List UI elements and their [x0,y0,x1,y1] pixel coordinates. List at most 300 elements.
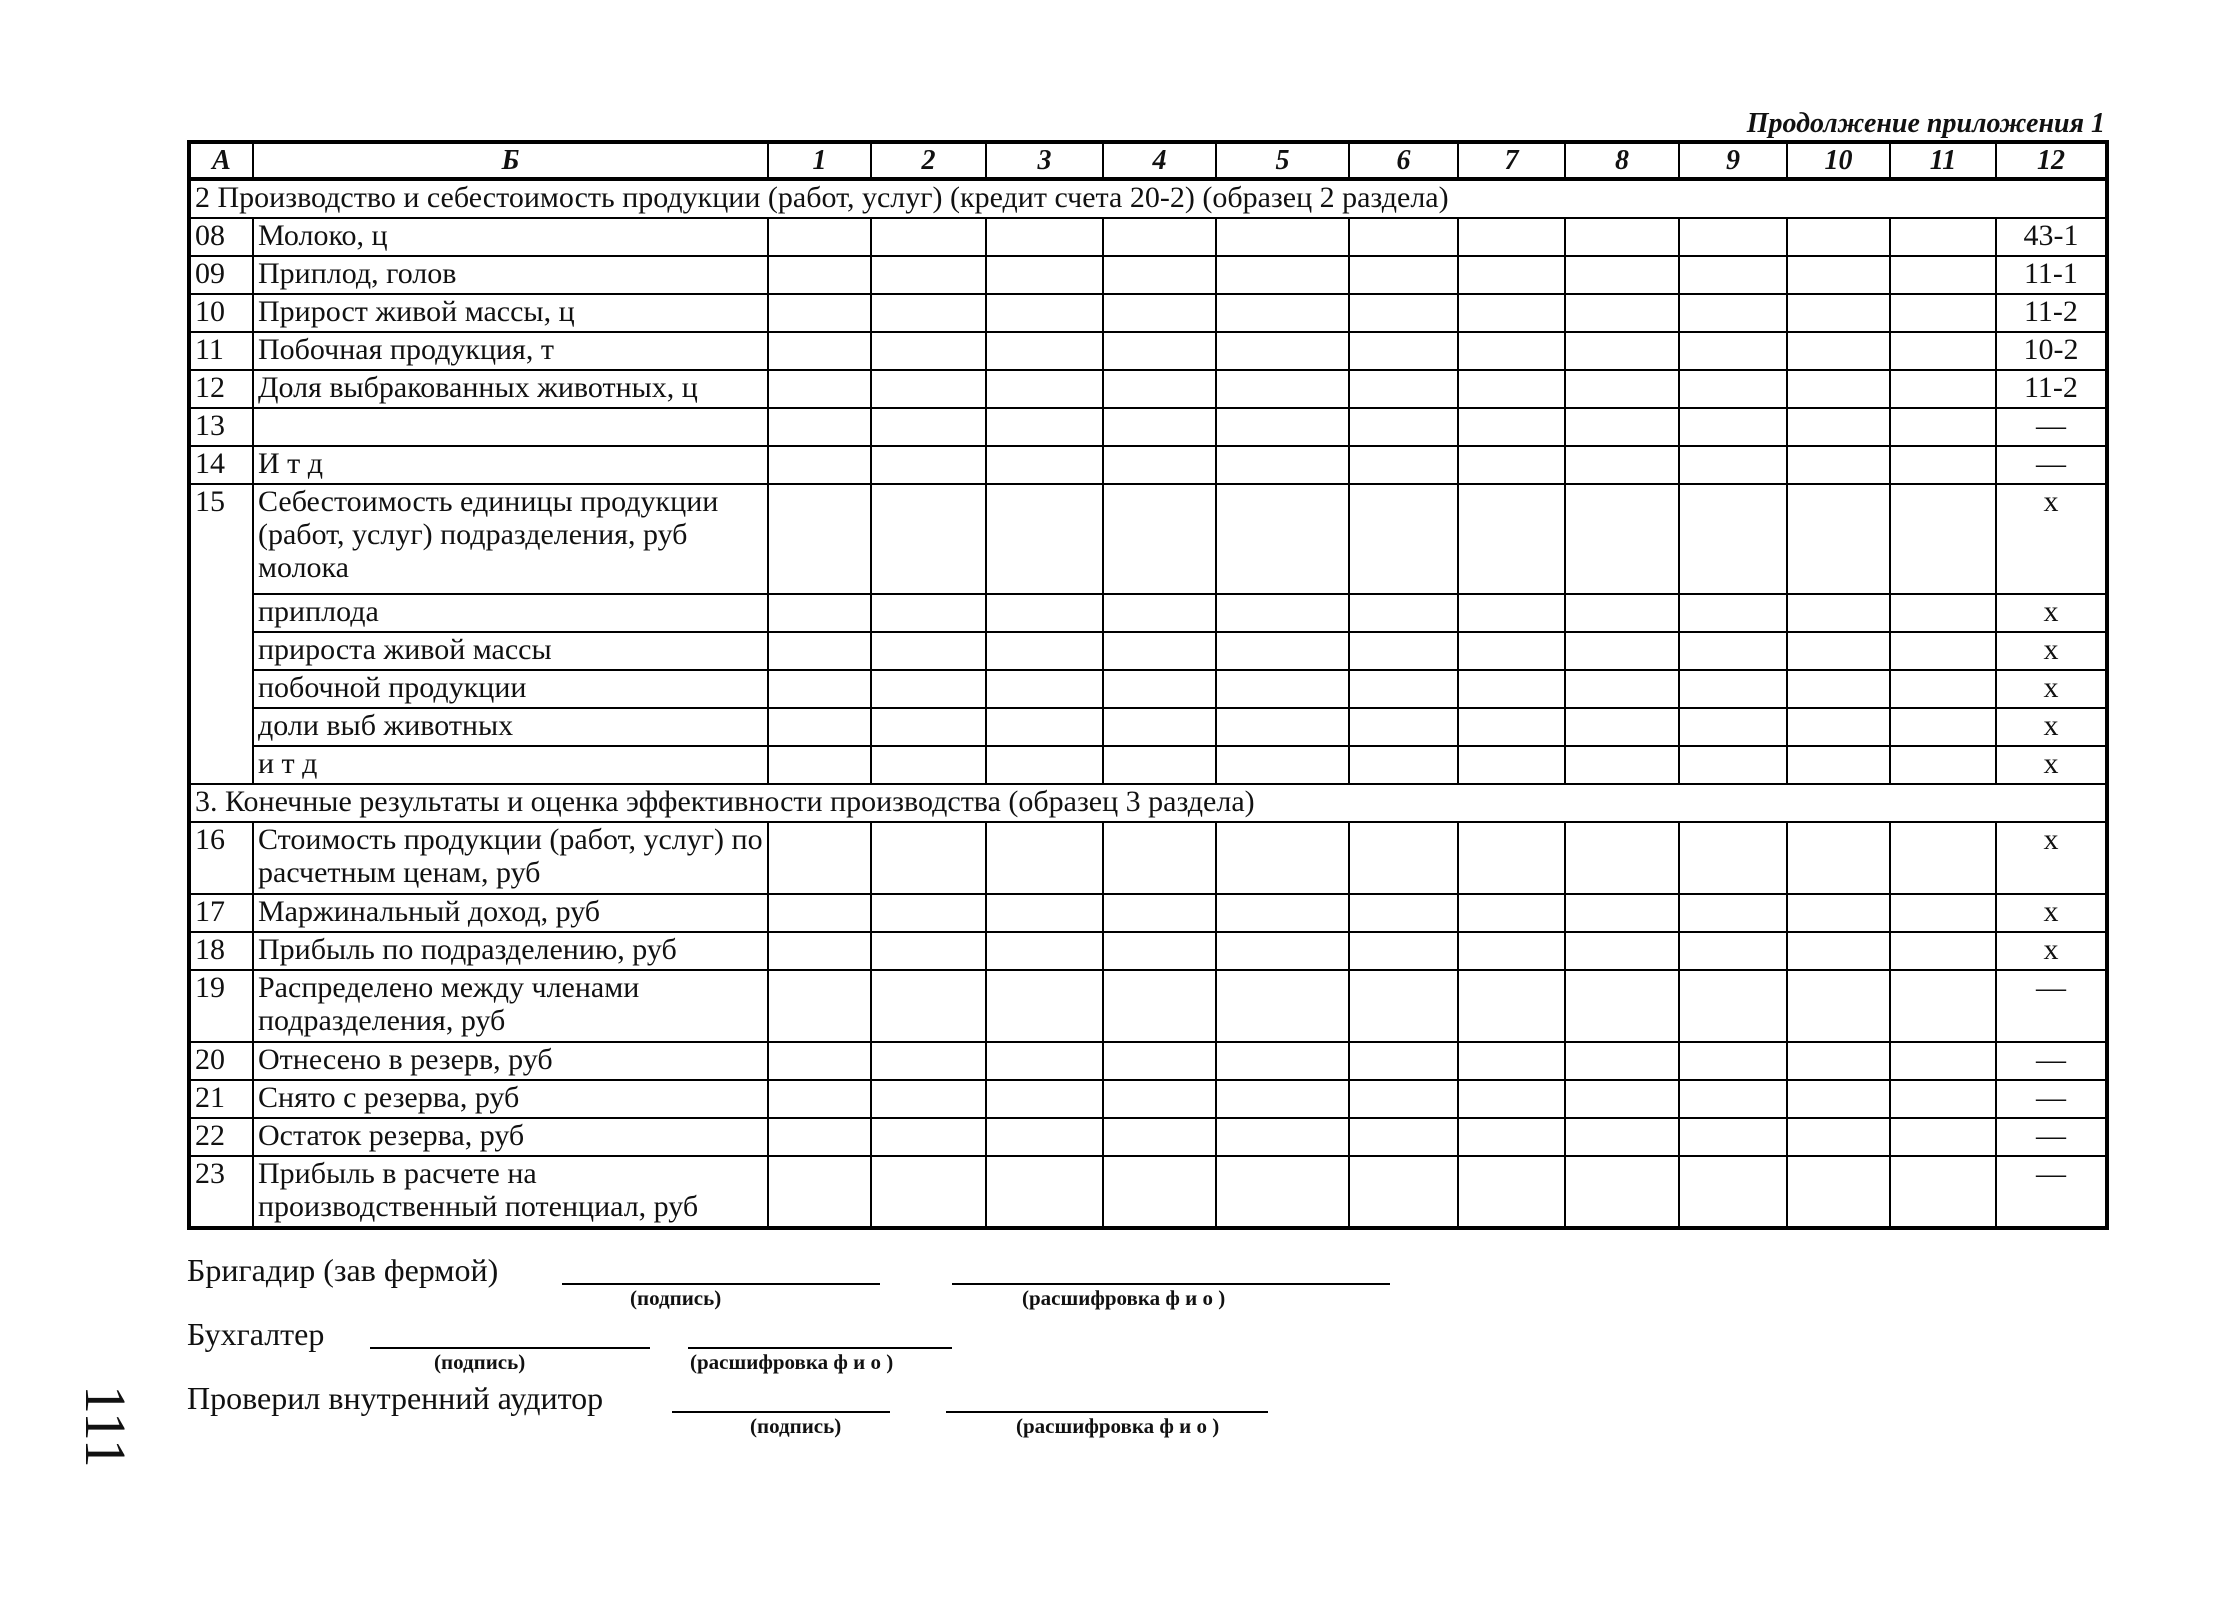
data-cell[interactable] [1458,970,1565,1042]
data-cell[interactable] [1458,370,1565,408]
data-cell[interactable] [768,370,871,408]
row-column-12: — [1996,1118,2107,1156]
data-cell[interactable] [1458,932,1565,970]
data-cell[interactable] [1787,822,1890,894]
data-cell[interactable] [1787,370,1890,408]
data-cell[interactable] [1679,218,1787,256]
data-cell[interactable] [1679,746,1787,784]
data-cell[interactable] [871,632,986,670]
data-cell[interactable] [1216,632,1349,670]
data-cell[interactable] [1216,1080,1349,1118]
data-cell[interactable] [1458,1156,1565,1228]
data-cell[interactable] [768,1042,871,1080]
data-cell[interactable] [1103,594,1216,632]
data-cell[interactable] [1216,670,1349,708]
data-cell[interactable] [1103,1118,1216,1156]
data-cell[interactable] [871,970,986,1042]
data-cell[interactable] [768,894,871,932]
data-cell[interactable] [1458,218,1565,256]
data-cell[interactable] [1679,708,1787,746]
column-header: 3 [986,142,1103,179]
data-cell[interactable] [1565,970,1679,1042]
table-row [189,370,2107,408]
row-column-12: х [1996,746,2107,784]
row-name: Молоко, ц [253,218,768,256]
subrow-name: прироста живой массы [253,632,768,670]
table-subrow [189,708,2107,746]
data-cell[interactable] [1679,932,1787,970]
data-cell[interactable] [768,746,871,784]
data-cell[interactable] [1679,1042,1787,1080]
data-cell[interactable] [1787,1042,1890,1080]
auditor-signature-line[interactable] [672,1411,890,1413]
row-column-12: — [1996,970,2107,1042]
data-cell[interactable] [1349,822,1458,894]
data-cell[interactable] [1349,670,1458,708]
row-name: Прирост живой массы, ц [253,294,768,332]
data-cell[interactable] [871,932,986,970]
brigadir-decode-hint: (расшифровка ф и о ) [1022,1286,1226,1310]
data-cell[interactable] [1103,1080,1216,1118]
data-cell[interactable] [1216,708,1349,746]
data-cell[interactable] [1458,822,1565,894]
row-column-12: — [1996,446,2107,484]
data-cell[interactable] [1458,332,1565,370]
table-subrow [189,746,2107,784]
data-cell[interactable] [1565,594,1679,632]
data-cell[interactable] [1349,1118,1458,1156]
data-cell[interactable] [1458,1042,1565,1080]
data-cell[interactable] [871,484,986,594]
data-cell[interactable] [1890,746,1996,784]
data-cell[interactable] [1458,746,1565,784]
data-cell[interactable] [1787,670,1890,708]
data-cell[interactable] [768,446,871,484]
data-cell[interactable] [1679,894,1787,932]
column-header: А [189,142,253,179]
auditor-label: Проверил внутренний аудитор [187,1380,604,1416]
data-cell[interactable] [871,332,986,370]
data-cell[interactable] [871,822,986,894]
data-cell[interactable] [986,594,1103,632]
data-cell[interactable] [1216,970,1349,1042]
row-name: Прибыль по подразделению, руб [253,932,768,970]
data-cell[interactable] [1787,484,1890,594]
data-cell[interactable] [1787,932,1890,970]
table-row [189,894,2107,932]
data-cell[interactable] [1216,1118,1349,1156]
data-cell[interactable] [1349,632,1458,670]
data-cell[interactable] [1216,1042,1349,1080]
data-cell[interactable] [986,256,1103,294]
data-cell[interactable] [1787,1156,1890,1228]
data-cell[interactable] [986,1118,1103,1156]
data-cell[interactable] [1458,294,1565,332]
data-cell[interactable] [1103,970,1216,1042]
data-cell[interactable] [871,370,986,408]
data-cell[interactable] [1349,218,1458,256]
data-cell[interactable] [871,294,986,332]
data-cell[interactable] [1458,484,1565,594]
row-column-12: х [1996,484,2107,594]
data-cell[interactable] [1679,332,1787,370]
data-cell[interactable] [1349,1080,1458,1118]
data-cell[interactable] [1349,294,1458,332]
data-cell[interactable] [768,1156,871,1228]
data-cell[interactable] [1787,294,1890,332]
data-cell[interactable] [1216,594,1349,632]
data-cell[interactable] [1349,408,1458,446]
data-cell[interactable] [1890,708,1996,746]
row-name: Себестоимость единицы продукции (работ, услуг) подразделения, руб молока [253,484,768,594]
data-cell[interactable] [1787,970,1890,1042]
data-cell[interactable] [1565,670,1679,708]
row-code: 18 [189,932,253,970]
column-header: 2 [871,142,986,179]
row-code: 20 [189,1042,253,1080]
table-row [189,1080,2107,1118]
data-cell[interactable] [871,1042,986,1080]
page-number: 111 [73,1385,138,1468]
data-cell[interactable] [1103,446,1216,484]
data-cell[interactable] [871,594,986,632]
data-cell[interactable] [871,894,986,932]
data-cell[interactable] [1890,822,1996,894]
subrow-name: и т д [253,746,768,784]
data-cell[interactable] [1458,1118,1565,1156]
data-cell[interactable] [1679,1156,1787,1228]
data-cell[interactable] [1216,1156,1349,1228]
row-name: Приплод, голов [253,256,768,294]
data-cell[interactable] [1458,256,1565,294]
data-cell[interactable] [1565,1042,1679,1080]
data-cell[interactable] [768,294,871,332]
row-code: 14 [189,446,253,484]
data-cell[interactable] [1458,632,1565,670]
data-cell[interactable] [1787,446,1890,484]
brigadir-signature-hint: (подпись) [630,1286,722,1310]
data-cell[interactable] [1216,746,1349,784]
row-code: 19 [189,970,253,1042]
data-cell[interactable] [1216,332,1349,370]
data-cell[interactable] [768,970,871,1042]
data-cell[interactable] [1679,1080,1787,1118]
data-cell[interactable] [1216,370,1349,408]
data-cell[interactable] [1787,894,1890,932]
row-column-12: 43-1 [1996,218,2107,256]
data-cell[interactable] [1216,294,1349,332]
data-cell[interactable] [1103,408,1216,446]
data-cell[interactable] [1787,594,1890,632]
data-cell[interactable] [1787,1118,1890,1156]
row-column-12: — [1996,408,2107,446]
data-cell[interactable] [986,370,1103,408]
data-cell[interactable] [1216,446,1349,484]
data-cell[interactable] [1787,632,1890,670]
brigadir-decode-line[interactable] [952,1283,1390,1285]
subrow-name: приплода [253,594,768,632]
auditor-decode-line[interactable] [946,1411,1268,1413]
data-cell[interactable] [1890,1156,1996,1228]
data-cell[interactable] [1679,1118,1787,1156]
data-cell[interactable] [1565,894,1679,932]
data-cell[interactable] [986,708,1103,746]
data-cell[interactable] [1890,632,1996,670]
data-cell[interactable] [1890,446,1996,484]
data-cell[interactable] [1216,932,1349,970]
data-cell[interactable] [1349,1156,1458,1228]
data-cell[interactable] [986,408,1103,446]
data-cell[interactable] [1349,256,1458,294]
data-cell[interactable] [986,218,1103,256]
data-cell[interactable] [1787,746,1890,784]
data-cell[interactable] [1890,408,1996,446]
data-cell[interactable] [1565,822,1679,894]
data-cell[interactable] [1103,932,1216,970]
data-cell[interactable] [1349,446,1458,484]
brigadir-signature-line[interactable] [562,1283,880,1285]
data-cell[interactable] [1565,932,1679,970]
data-cell[interactable] [1679,370,1787,408]
data-cell[interactable] [1890,932,1996,970]
data-cell[interactable] [871,446,986,484]
data-cell[interactable] [1679,822,1787,894]
row-code: 12 [189,370,253,408]
column-header: 4 [1103,142,1216,179]
data-cell[interactable] [1565,1156,1679,1228]
data-cell[interactable] [1458,594,1565,632]
data-cell[interactable] [1565,256,1679,294]
row-column-12: 11-2 [1996,370,2107,408]
data-cell[interactable] [1216,408,1349,446]
data-cell[interactable] [1103,1156,1216,1228]
data-cell[interactable] [986,932,1103,970]
row-column-12: — [1996,1080,2107,1118]
data-cell[interactable] [1565,1080,1679,1118]
row-code: 10 [189,294,253,332]
data-cell[interactable] [768,594,871,632]
data-cell[interactable] [1890,294,1996,332]
row-code: 13 [189,408,253,446]
data-cell[interactable] [1787,256,1890,294]
data-cell[interactable] [1679,632,1787,670]
data-cell[interactable] [768,408,871,446]
data-cell[interactable] [1349,370,1458,408]
data-cell[interactable] [1349,708,1458,746]
data-cell[interactable] [1103,822,1216,894]
data-cell[interactable] [986,894,1103,932]
data-cell[interactable] [871,218,986,256]
data-cell[interactable] [1103,332,1216,370]
data-cell[interactable] [1216,822,1349,894]
data-cell[interactable] [986,484,1103,594]
data-cell[interactable] [1349,894,1458,932]
data-cell[interactable] [986,746,1103,784]
data-cell[interactable] [871,408,986,446]
data-cell[interactable] [1890,894,1996,932]
row-name: Маржинальный доход, руб [253,894,768,932]
data-cell[interactable] [1103,632,1216,670]
data-cell[interactable] [1565,708,1679,746]
data-cell[interactable] [1349,484,1458,594]
data-cell[interactable] [1565,408,1679,446]
data-cell[interactable] [986,332,1103,370]
data-cell[interactable] [1103,294,1216,332]
buhgalter-decode-line[interactable] [688,1347,952,1349]
data-cell[interactable] [1103,218,1216,256]
row-name: Распределено между членами подразделения, руб [253,970,768,1042]
data-cell[interactable] [1458,446,1565,484]
data-cell[interactable] [1349,1042,1458,1080]
data-cell[interactable] [768,218,871,256]
data-cell[interactable] [1349,932,1458,970]
data-cell[interactable] [1565,746,1679,784]
row-column-12: — [1996,1156,2107,1228]
row-code: 08 [189,218,253,256]
header-row [189,142,2107,179]
data-cell[interactable] [1679,256,1787,294]
data-cell[interactable] [871,746,986,784]
row-code: 23 [189,1156,253,1228]
data-cell[interactable] [1890,256,1996,294]
data-cell[interactable] [986,822,1103,894]
data-cell[interactable] [1216,218,1349,256]
data-cell[interactable] [768,822,871,894]
buhgalter-decode-hint: (расшифровка ф и о ) [690,1350,894,1374]
buhgalter-signature-line[interactable] [370,1347,650,1349]
data-cell[interactable] [1890,370,1996,408]
data-cell[interactable] [1565,1118,1679,1156]
data-cell[interactable] [768,670,871,708]
data-cell[interactable] [871,256,986,294]
data-cell[interactable] [1787,1080,1890,1118]
data-cell[interactable] [1679,670,1787,708]
data-cell[interactable] [871,670,986,708]
section-3-title-row [189,784,2107,822]
data-cell[interactable] [1890,1042,1996,1080]
data-cell[interactable] [1565,370,1679,408]
data-cell[interactable] [1103,746,1216,784]
data-cell[interactable] [1890,332,1996,370]
row-name: И т д [253,446,768,484]
data-cell[interactable] [1679,294,1787,332]
data-cell[interactable] [768,256,871,294]
data-cell[interactable] [986,446,1103,484]
data-cell[interactable] [1890,218,1996,256]
data-cell[interactable] [1787,332,1890,370]
row-column-12: х [1996,670,2107,708]
data-cell[interactable] [1565,332,1679,370]
table-subrow [189,594,2107,632]
table-row [189,1118,2107,1156]
data-cell[interactable] [1890,1118,1996,1156]
data-cell[interactable] [1679,446,1787,484]
data-cell[interactable] [1103,894,1216,932]
data-cell[interactable] [986,1080,1103,1118]
section-2-title: 2 Производство и себестоимость продукции (работ, услуг) (кредит счета 20-2) (образец 2 раздела) [189,179,2107,218]
data-cell[interactable] [1890,670,1996,708]
row-code: 17 [189,894,253,932]
data-cell[interactable] [986,294,1103,332]
data-cell[interactable] [986,1042,1103,1080]
data-cell[interactable] [768,484,871,594]
data-cell[interactable] [1458,408,1565,446]
data-cell[interactable] [1349,594,1458,632]
data-cell[interactable] [1890,594,1996,632]
row-name: Доля выбракованных животных, ц [253,370,768,408]
data-cell[interactable] [986,632,1103,670]
data-cell[interactable] [1565,218,1679,256]
data-cell[interactable] [768,1118,871,1156]
data-cell[interactable] [986,670,1103,708]
data-cell[interactable] [1216,256,1349,294]
data-cell[interactable] [1458,670,1565,708]
data-cell[interactable] [1890,970,1996,1042]
data-cell[interactable] [1103,370,1216,408]
data-cell[interactable] [1349,746,1458,784]
data-cell[interactable] [1458,894,1565,932]
data-cell[interactable] [1890,484,1996,594]
data-cell[interactable] [871,1156,986,1228]
table-row [189,332,2107,370]
row-column-12: — [1996,1042,2107,1080]
data-cell[interactable] [1349,332,1458,370]
data-cell[interactable] [1565,484,1679,594]
data-cell[interactable] [1565,446,1679,484]
data-cell[interactable] [871,1080,986,1118]
column-header: 10 [1787,142,1890,179]
data-cell[interactable] [1890,1080,1996,1118]
data-cell[interactable] [1216,894,1349,932]
data-cell[interactable] [1787,408,1890,446]
data-cell[interactable] [768,332,871,370]
data-cell[interactable] [1565,632,1679,670]
data-cell[interactable] [1103,484,1216,594]
data-cell[interactable] [986,1156,1103,1228]
data-cell[interactable] [871,1118,986,1156]
auditor-signature-hint: (подпись) [750,1414,842,1438]
data-cell[interactable] [986,970,1103,1042]
data-cell[interactable] [1787,708,1890,746]
table-subrow [189,632,2107,670]
data-cell[interactable] [768,932,871,970]
data-cell[interactable] [1349,970,1458,1042]
data-cell[interactable] [768,1080,871,1118]
table-row [189,484,2107,594]
data-cell[interactable] [768,708,871,746]
row-column-12: х [1996,708,2107,746]
table-row [189,256,2107,294]
data-cell[interactable] [1103,256,1216,294]
row-column-12: х [1996,894,2107,932]
data-cell[interactable] [1787,218,1890,256]
data-cell[interactable] [768,632,871,670]
data-cell[interactable] [1216,484,1349,594]
data-cell[interactable] [1679,970,1787,1042]
data-cell[interactable] [1103,708,1216,746]
subrow-name: доли выб животных [253,708,768,746]
data-cell[interactable] [1679,594,1787,632]
data-cell[interactable] [1679,484,1787,594]
data-cell[interactable] [1458,708,1565,746]
data-cell[interactable] [1103,670,1216,708]
table-row [189,932,2107,970]
data-cell[interactable] [1565,294,1679,332]
data-cell[interactable] [871,708,986,746]
data-cell[interactable] [1679,408,1787,446]
data-cell[interactable] [1458,1080,1565,1118]
data-cell[interactable] [1103,1042,1216,1080]
